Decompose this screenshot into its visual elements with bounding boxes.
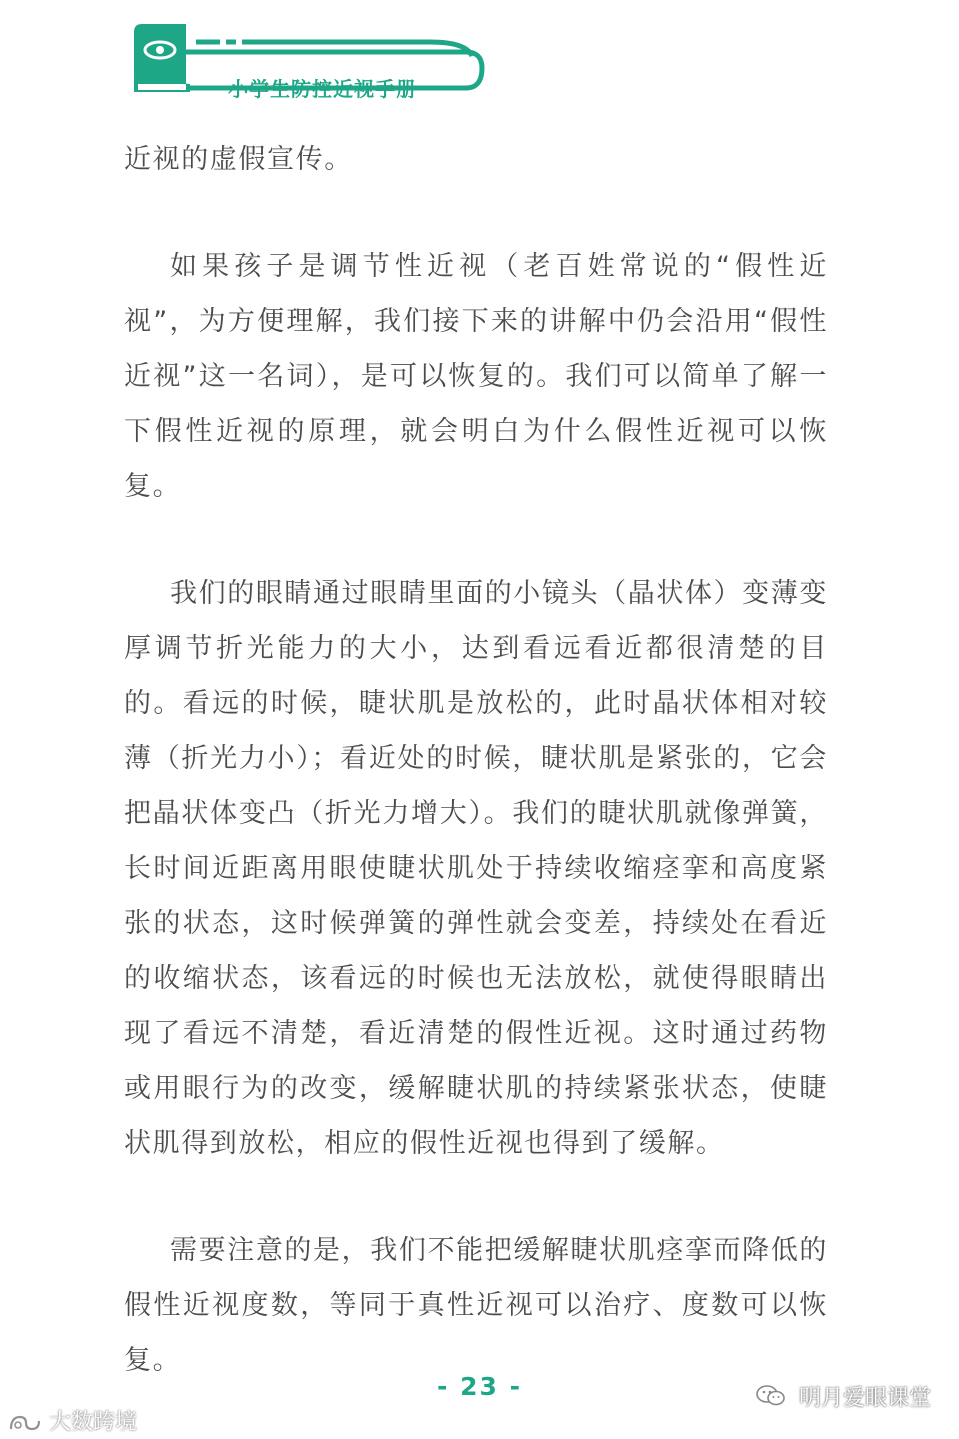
header-badge xyxy=(130,22,490,101)
wechat-icon xyxy=(756,1384,786,1414)
header-title: 小学生防控近视手册 xyxy=(228,77,417,101)
paragraph-pseudo-myopia: 如果孩子是调节性近视（老百姓常说的“假性近视”，为方便理解，我们接下来的讲解中仍会沿用“假性近视”这一名词），是可以恢复的。我们可以简单了解一下假性近视的原理，就会明白为什么假性近视可以恢复。 xyxy=(124,251,828,502)
site-logo-icon xyxy=(8,1410,49,1435)
paragraph-note: 需要注意的是，我们不能把缓解睫状肌痉挛而降低的假性近视度数，等同于真性近视可以治疗、度数可以恢复。 xyxy=(124,1235,828,1376)
page-number: - 23 - xyxy=(437,1372,522,1401)
site-watermark xyxy=(8,1405,137,1436)
paragraph-intro: 近视的虚假宣传。 xyxy=(124,144,353,175)
wechat-watermark xyxy=(756,1381,931,1414)
paragraph-ciliary-muscle: 我们的眼睛通过眼睛里面的小镜头（晶状体）变薄变厚调节折光能力的大小，达到看远看近都很清楚的目的。看远的时候，睫状肌是放松的，此时晶状体相对较薄（折光力小）；看近处的时候，睫状肌是紧张的，它会把晶状体变凸（折光力增大）。我们的睫状肌就像弹簧，长时间近距离用眼使睫状肌处于持续收缩痉挛和高度紧张的状态，这时候弹簧的弹性就会变差，持续处在看近的收缩状态，该看远的时候也无法放松，就使得眼睛出现了看远不清楚，看近清楚的假性近视。这时通过药物或用眼行为的改变，缓解睫状肌的持续紧张状态，使睫状肌得到放松，相应的假性近视也得到了缓解。 xyxy=(124,578,828,1159)
site-watermark-text: 大数跨境 xyxy=(49,1410,138,1435)
article-body xyxy=(124,132,828,1388)
wechat-watermark-text: 明月爱眼课堂 xyxy=(798,1386,931,1411)
